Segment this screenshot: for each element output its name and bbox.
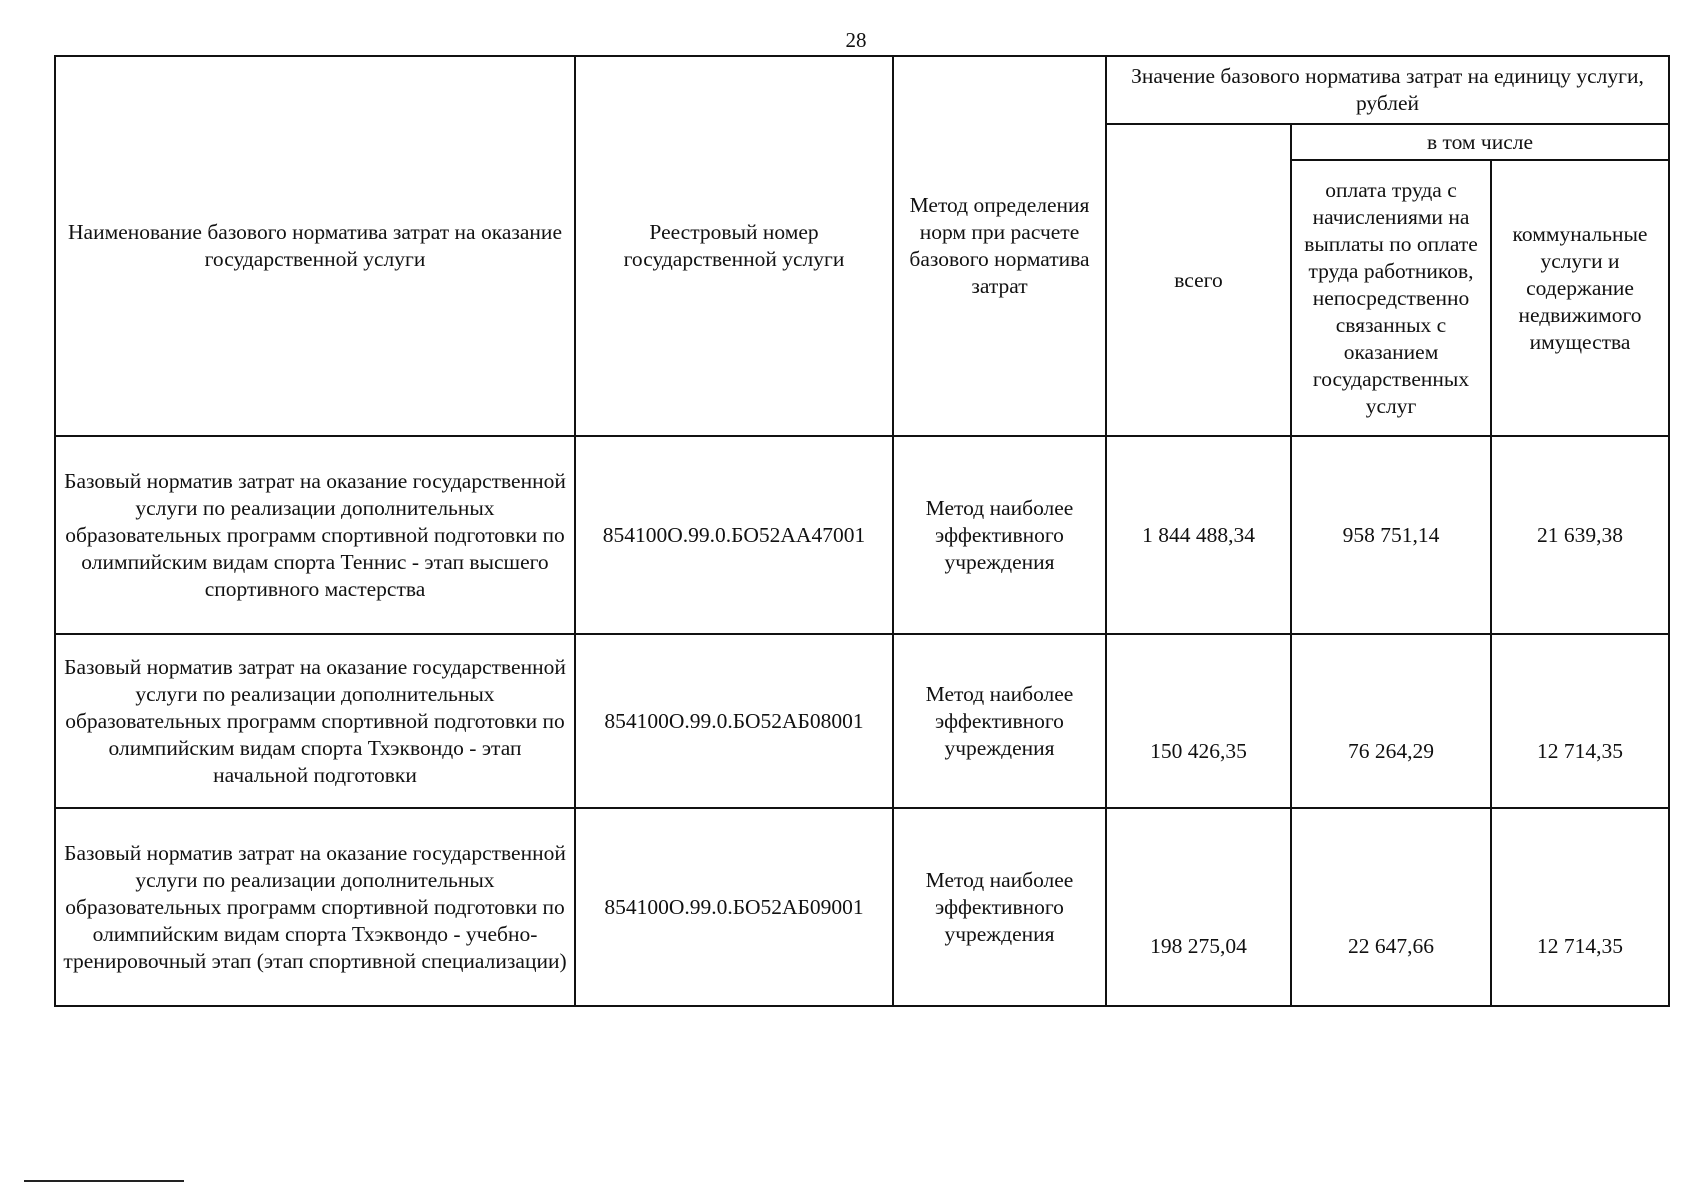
- header-value-group: Значение базового норматива затрат на единицу услуги, рублей: [1106, 56, 1669, 124]
- row-method: Метод наиболее эффективного учреждения: [893, 436, 1106, 634]
- row-registry: 854100О.99.0.БО52АА47001: [575, 436, 893, 634]
- row-utilities: 21 639,38: [1491, 436, 1669, 634]
- table-row: [55, 436, 1669, 634]
- header-registry: Реестровый номер государственной услуги: [575, 56, 893, 436]
- header-row-1: [55, 56, 1669, 124]
- row-salary: 76 264,29: [1291, 634, 1491, 808]
- row-name: Базовый норматив затрат на оказание государственной услуги по реализации дополнительных образовательных программ спортивной подготовки по олимпийским видам спорта Тхэквондо - учебно-тренировочный этап (этап спортивной специализации): [55, 808, 575, 1006]
- row-name: Базовый норматив затрат на оказание государственной услуги по реализации дополнительных образовательных программ спортивной подготовки по олимпийским видам спорта Теннис - этап высшего спортивного мастерства: [55, 436, 575, 634]
- row-salary: 958 751,14: [1291, 436, 1491, 634]
- row-utilities: 12 714,35: [1491, 634, 1669, 808]
- header-utilities: коммунальные услуги и содержание недвижимого имущества: [1491, 160, 1669, 436]
- table-row: [55, 808, 1669, 1006]
- page-number: 28: [845, 28, 867, 52]
- table-row: [55, 634, 1669, 808]
- row-utilities: 12 714,35: [1491, 808, 1669, 1006]
- header-including: в том числе: [1291, 124, 1669, 160]
- row-total: 1 844 488,34: [1106, 436, 1291, 634]
- row-name: Базовый норматив затрат на оказание государственной услуги по реализации дополнительных образовательных программ спортивной подготовки по олимпийским видам спорта Тхэквондо - этап начальной подготовки: [55, 634, 575, 808]
- header-name: Наименование базового норматива затрат на оказание государственной услуги: [55, 56, 575, 436]
- row-salary: 22 647,66: [1291, 808, 1491, 1006]
- row-registry: 854100О.99.0.БО52АБ09001: [575, 808, 893, 1006]
- header-method: Метод определения норм при расчете базового норматива затрат: [893, 56, 1106, 436]
- header-salary: оплата труда с начислениями на выплаты по оплате труда работников, непосредственно связанных с оказанием государственных услуг: [1291, 160, 1491, 436]
- row-total: 150 426,35: [1106, 634, 1291, 808]
- row-total: 198 275,04: [1106, 808, 1291, 1006]
- row-method: Метод наиболее эффективного учреждения: [893, 634, 1106, 808]
- row-method: Метод наиболее эффективного учреждения: [893, 808, 1106, 1006]
- header-total: всего: [1106, 124, 1291, 436]
- row-registry: 854100О.99.0.БО52АБ08001: [575, 634, 893, 808]
- cost-norms-table: [54, 55, 1670, 1007]
- footnote-separator: [24, 1180, 184, 1182]
